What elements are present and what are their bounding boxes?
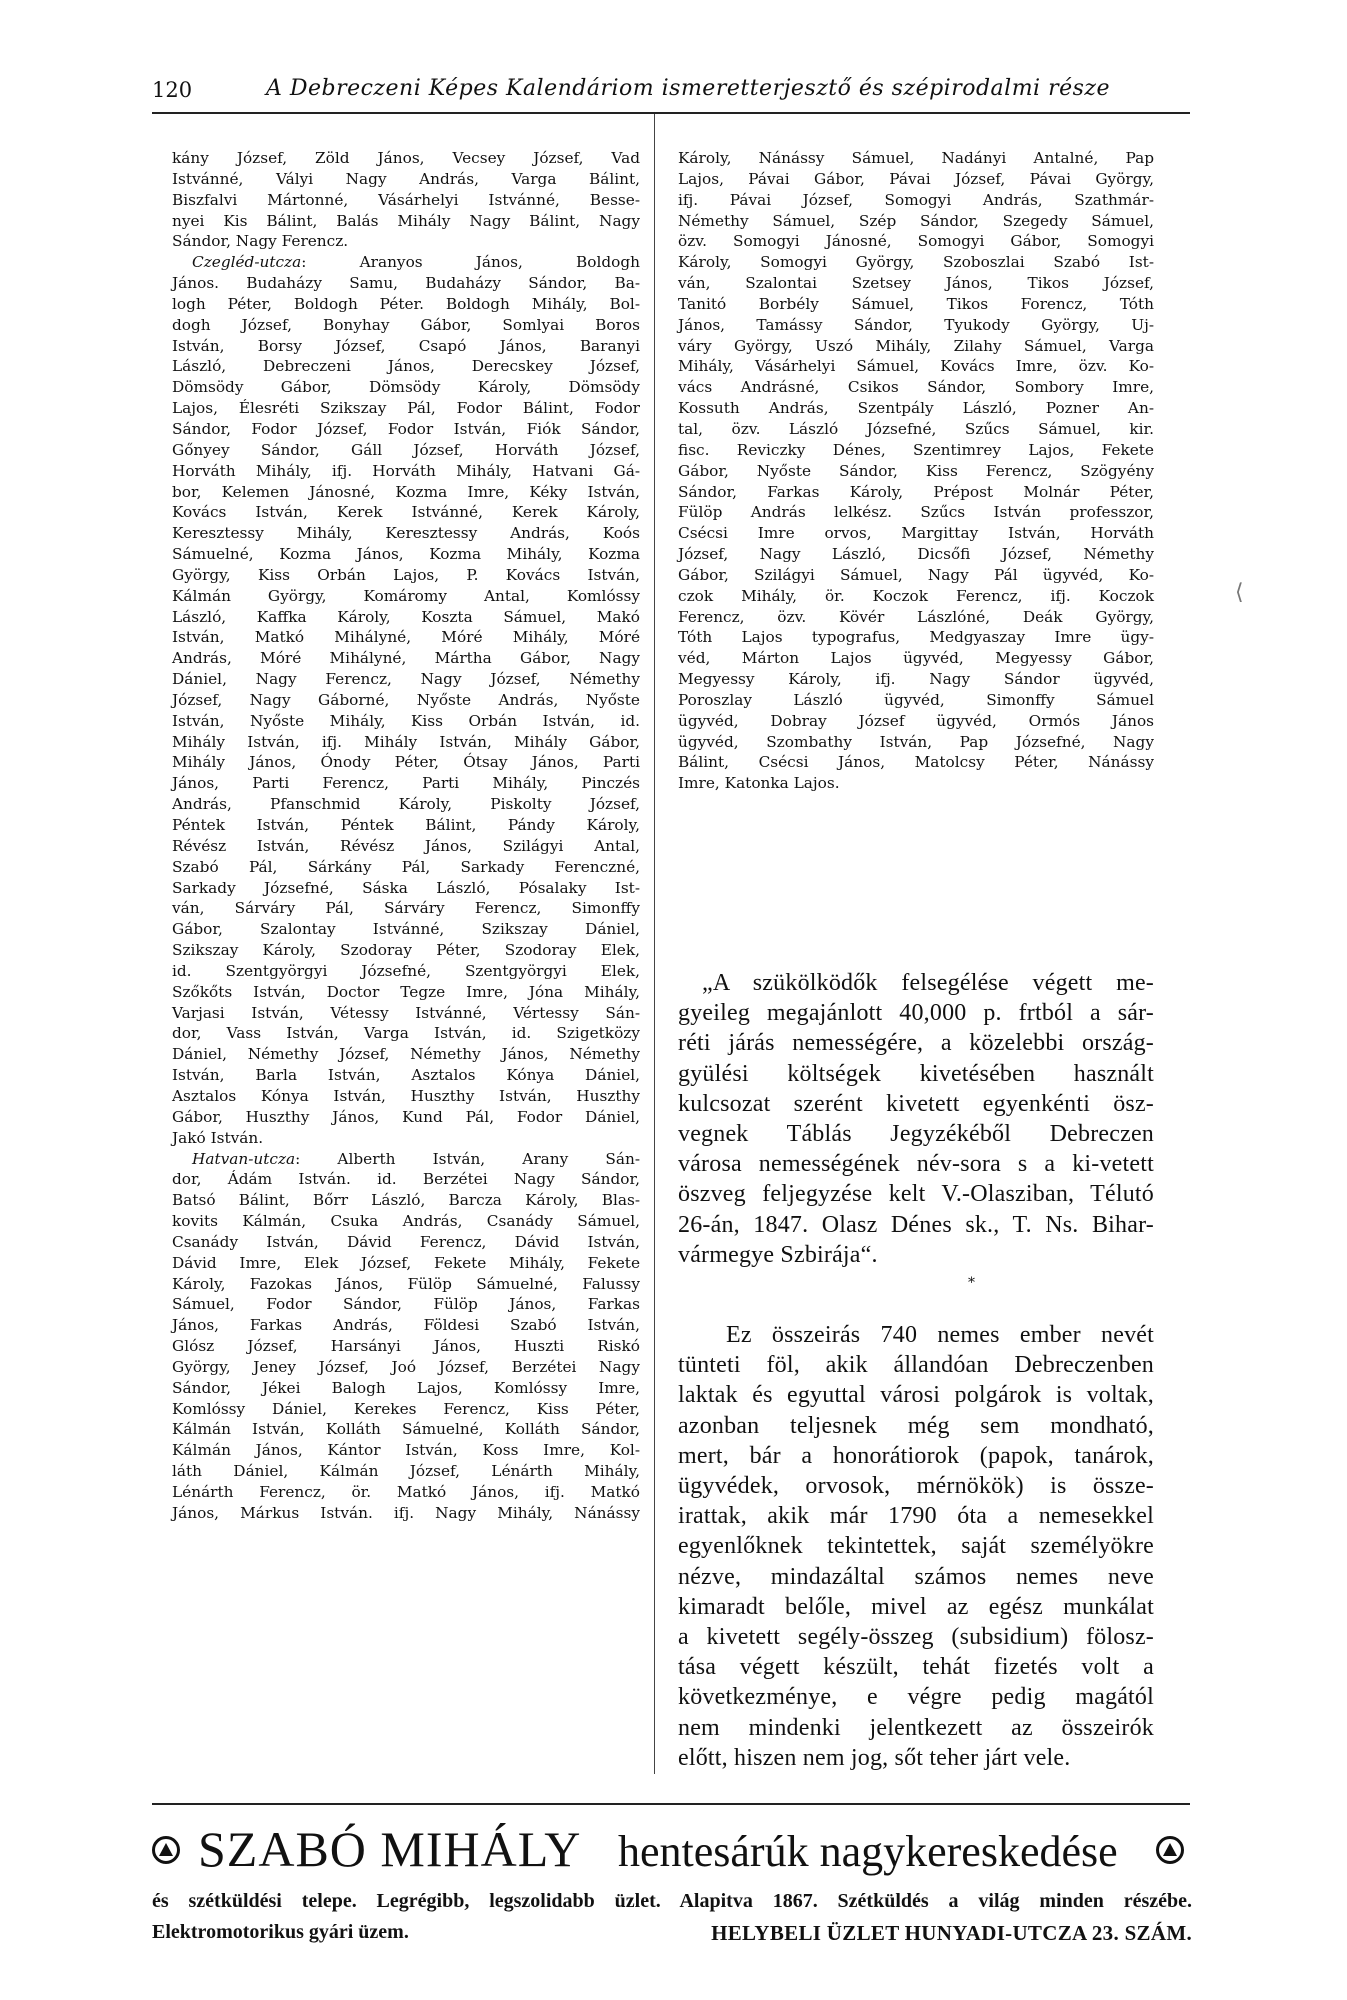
triangle-in-circle-icon <box>1156 1836 1184 1864</box>
ad-trade: hentesárúk nagykereskedése <box>618 1827 1118 1876</box>
text-line: Sámuel, Fodor Sándor, Fülöp János, Farkas <box>172 1295 640 1314</box>
text-line: Ferencz, özv. Kövér Lászlóné, Deák György, <box>678 607 1154 626</box>
text-line: Sándor, Jékei Balogh Lajos, Komlóssy Imre, <box>172 1378 640 1397</box>
quote-paragraph <box>678 968 1154 1270</box>
text-line: András, Móré Mihályné, Mártha Gábor, Nagy <box>172 649 640 668</box>
text-line: Sarkady Józsefné, Sáska László, Pósalaky Ist- <box>172 878 640 897</box>
text-line: János, Tamássy Sándor, Tyukody György, Uj- <box>678 315 1154 334</box>
text-line: Némethy Sámuel, Szép Sándor, Szegedy Sámuel, <box>678 211 1154 230</box>
text-line: Mihály István, ifj. Mihály István, Mihály Gábor, <box>172 732 640 751</box>
text-line: Mihály János, Ónody Péter, Ótsay János, Parti <box>172 753 640 772</box>
page-title: A Debreczeni Képes Kalendáriom ismeretterjesztő és szépirodalmi része <box>265 76 1111 101</box>
text-line: György, Kiss Orbán Lajos, P. Kovács István, <box>172 565 640 584</box>
text-line: özv. Somogyi Jánosné, Somogyi Gábor, Somogyi <box>678 232 1154 251</box>
text-line: nem mindenki jelentkezett az összeirók <box>678 1714 1154 1741</box>
footer-rule <box>152 1803 1190 1805</box>
text-line: vács Andrásné, Csikos Sándor, Sombory Imre, <box>678 378 1154 397</box>
ad-address: HELYBELI ÜZLET HUNYADI-UTCZA 23. SZÁM. <box>711 1921 1192 1945</box>
text-line: Gábor, Huszthy János, Kund Pál, Fodor Dániel, <box>172 1107 640 1126</box>
ad-address-line <box>152 1921 1192 1944</box>
text-line: kány József, Zöld János, Vecsey József, Vad <box>172 149 640 167</box>
text-line: gyeileg megajánlott 40,000 p. frtból a sár- <box>678 1000 1154 1027</box>
text-line: György, Jeney József, Joó József, Berzétei Nagy <box>172 1357 640 1376</box>
section-separator: * <box>968 1275 975 1291</box>
text-line: Sándor, Farkas Károly, Prépost Molnár Péter, <box>678 482 1154 501</box>
page-number: 120 <box>152 78 193 102</box>
text-line: János, Farkas András, Földesi Szabó István, <box>172 1316 640 1335</box>
text-line: „A szükölködők felsegélése végett me- <box>702 970 1154 996</box>
text-line: Révész István, Révész János, Szilágyi Antal, <box>172 836 640 855</box>
text-line: Bálint, Csécsi János, Matolcsy Péter, Nánássy <box>678 753 1154 772</box>
text-line: János, Parti Ferencz, Parti Mihály, Pinczés <box>172 774 640 793</box>
text-line: Kálmán István, Kolláth Sámuelné, Kolláth Sándor, <box>172 1420 640 1439</box>
text-line: Sámuelné, Kozma János, Kozma Mihály, Kozma <box>172 545 640 564</box>
text-line: Gábor, Szalontay Istvánné, Szikszay Dániel, <box>172 920 640 939</box>
street-heading: Hatvan-utcza <box>192 1149 296 1168</box>
text-line: gyülési költségek kivetésében használt <box>678 1060 1154 1087</box>
text-line: tal, özv. László Józsefné, Szűcs Sámuel, kir. <box>678 419 1154 438</box>
text-line: Biszfalvi Mártonné, Vásárhelyi Istvánné, Besse- <box>172 190 640 209</box>
text-line: láth Dániel, Kálmán József, Lénárth Mihály, <box>172 1462 640 1481</box>
text-line: Gőnyey Sándor, Gáll József, Horváth József, <box>172 440 640 459</box>
text-line: a kivetett segély-összeg (subsidium) fölosz- <box>678 1624 1154 1651</box>
text-line: Kovács István, Kerek Istvánné, Kerek Károly, <box>172 503 640 522</box>
text-line: Czegléd-utcza: Aranyos János, Boldogh <box>192 253 640 272</box>
text-line: Megyessy Károly, ifj. Nagy Sándor ügyvéd, <box>678 670 1154 689</box>
text-line: Kálmán György, Komáromy Antal, Komlóssy <box>172 586 640 605</box>
text-line: kimaradt belőle, mivel az egész munkálat <box>678 1593 1154 1620</box>
text-line: Varjasi István, Vétessy Istvánné, Vértessy Sán- <box>172 1003 640 1022</box>
text-line: István, Borsy József, Csapó János, Baranyi <box>172 336 640 355</box>
text-line: Hatvan-utcza: Alberth István, Arany Sán- <box>192 1149 640 1168</box>
text-line: Dániel, Nagy Ferencz, Nagy József, Némethy <box>172 670 640 689</box>
text-line: ügyvéd, Szombathy István, Pap Józsefné, Nagy <box>678 732 1154 751</box>
text-line: logh Péter, Boldogh Péter. Boldogh Mihály, Bol- <box>172 294 640 313</box>
text-line: Dávid Imre, Elek József, Fekete Mihály, Fekete <box>172 1253 640 1272</box>
text-line: következménye, e végre pedig magától <box>678 1684 1154 1711</box>
text-line: Szőkőts István, Doctor Tegze Imre, Jóna Mihály, <box>172 982 640 1001</box>
text-line: ügyvédek, orvosok, mérnökök) is össze- <box>678 1473 1154 1500</box>
text-line: Csanády István, Dávid Ferencz, Dávid István, <box>172 1232 640 1251</box>
text-line: Károly, Fazokas János, Fülöp Sámuelné, Falussy <box>172 1274 640 1293</box>
text-line: Horváth Mihály, ifj. Horváth Mihály, Hatvani Gá- <box>172 461 640 480</box>
text-line: Sándor, Fodor József, Fodor István, Fiók Sándor, <box>172 419 640 438</box>
text-line: nézve, mindazáltal számos nemes neve <box>678 1563 1154 1590</box>
text-line: Tanitó Borbély Sámuel, Tikos Forencz, Tóth <box>678 294 1154 313</box>
text-line: Komlóssy Dániel, Kerekes Ferencz, Kiss Péter, <box>172 1399 640 1418</box>
text-line: Lajos, Pávai Gábor, Pávai József, Pávai György, <box>678 169 1154 188</box>
text-line: egyenlőknek tekintettek, saját személyökre <box>678 1533 1154 1560</box>
header-rule <box>152 112 1190 114</box>
text-line: ifj. Pávai József, Somogyi András, Szathmár- <box>678 190 1154 209</box>
text-line: Károly, Nánássy Sámuel, Nadányi Antalné, Pap <box>678 149 1154 167</box>
text-line: vegnek Táblás Jegyzékéből Debreczen <box>678 1121 1154 1148</box>
text-line: István, Matkó Mihályné, Móré Mihály, Móré <box>172 628 640 647</box>
text-line: Fülöp András lelkész. Szűcs István professzor, <box>678 503 1154 522</box>
text-line: Kálmán János, Kántor István, Koss Imre, Kol- <box>172 1441 640 1460</box>
text-line: Keresztessy Mihály, Keresztessy András, Koós <box>172 524 640 543</box>
text-line: bor, Kelemen Jánosné, Kozma Imre, Kéky István, <box>172 482 640 501</box>
text-line: Lajos, Élesréti Szikszay Pál, Fodor Bálint, Fodor <box>172 399 640 418</box>
text-line: dogh József, Bonyhay Gábor, Somlyai Boros <box>172 315 640 334</box>
text-line: Dániel, Némethy József, Némethy János, Némethy <box>172 1045 640 1064</box>
text-line: 26-án, 1847. Olasz Dénes sk., T. Ns. Bihar- <box>678 1211 1154 1238</box>
commentary-paragraph <box>678 1320 1154 1773</box>
text-line: Károly, Somogyi György, Szoboszlai Szabó Ist- <box>678 253 1154 272</box>
ad-tagline: és szétküldési telepe. Legrégibb, legszolidabb üzlet. Alapitva 1867. Szétküldés a világ minden részébe. <box>152 1890 1192 1912</box>
text-line: fisc. Reviczky Dénes, Szentimrey Lajos, Fekete <box>678 440 1154 459</box>
text-line: véd, Márton Lajos ügyvéd, Megyessy Gábor, <box>678 649 1154 668</box>
text-line: Poroszlay László ügyvéd, Simonffy Sámuel <box>678 690 1154 709</box>
text-line: János. Budaházy Samu, Budaházy Sándor, Ba- <box>172 274 640 293</box>
text-line: kovits Kálmán, Csuka András, Csanády Sámuel, <box>172 1212 640 1231</box>
text-line: azonban teljesnek még sem mondható, <box>678 1412 1154 1439</box>
text-line: Szabó Pál, Sárkány Pál, Sarkady Ferenczné, <box>172 857 640 876</box>
text-line: István, Barla István, Asztalos Kónya Dániel, <box>172 1066 640 1085</box>
right-column-name-list <box>678 148 1154 794</box>
text-line: András, Pfanschmid Károly, Piskolty József, <box>172 795 640 814</box>
text-line: Csécsi Imre orvos, Margittay István, Horváth <box>678 524 1154 543</box>
text-line: Batsó Bálint, Bőrr László, Barcza Károly, Blas- <box>172 1191 640 1210</box>
text-line: kulcsozat szerént kivetett egyenkénti ösz- <box>678 1090 1154 1117</box>
text-line: Péntek István, Péntek Bálint, Pándy Károly, <box>172 816 640 834</box>
text-line: váry György, Uszó Mihály, Zilahy Sámuel, Varga <box>678 336 1154 355</box>
text-line: előtt, hiszen nem jog, sőt teher járt vele. <box>678 1744 1071 1771</box>
text-line: vármegye Szbirája“. <box>678 1241 878 1268</box>
text-line: laktak és egyuttal városi polgárok is voltak, <box>678 1382 1154 1409</box>
text-line: József, Nagy Gáborné, Nyőste András, Nyőste <box>172 690 640 709</box>
text-line: József, Nagy László, Dicsőfi József, Némethy <box>678 545 1154 564</box>
text-line: Gábor, Szilágyi Sámuel, Nagy Pál ügyvéd, Ko- <box>678 565 1154 584</box>
triangle-in-circle-icon <box>152 1836 180 1864</box>
text-line: öszveg feljegyzése kelt V.-Olasziban, Télutó <box>678 1181 1154 1208</box>
text-line: tünteti föl, akik állandóan Debreczenben <box>678 1352 1154 1379</box>
text-line: ván, Sárváry Pál, Sárváry Ferencz, Simonffy <box>172 899 640 918</box>
text-line: dor, Ádám István. id. Berzétei Nagy Sándor, <box>172 1170 640 1189</box>
text-line: tása végett készült, tehát fizetés volt a <box>678 1654 1154 1681</box>
text-line: Szikszay Károly, Szodoray Péter, Szodoray Elek, <box>172 941 640 960</box>
text-line: Glósz József, Harsányi János, Huszti Riskó <box>172 1337 640 1356</box>
ad-headline <box>152 1820 1192 1876</box>
text-line: János, Márkus István. ifj. Nagy Mihály, Nánássy <box>172 1503 640 1522</box>
text-line: Mihály, Vásárhelyi Sámuel, Kovács Imre, özv. Ko- <box>678 357 1154 376</box>
ad-company-name: SZABÓ MIHÁLY <box>198 1821 582 1877</box>
text-line: irattak, akik már 1790 óta a nemesekkel <box>678 1503 1154 1530</box>
text-line: réti járás nemességére, a közelebbi ország- <box>678 1030 1154 1057</box>
running-header <box>152 74 1188 110</box>
text-line: Imre, Katonka Lajos. <box>678 774 840 793</box>
text-line: ván, Szalontai Szetsey János, Tikos József, <box>678 274 1154 293</box>
text-line: városa nemességének név-sora s a ki-vetett <box>678 1151 1154 1178</box>
margin-pencil-mark: ⟨ <box>1235 580 1244 605</box>
text-line: László, Kaffka Károly, Koszta Sámuel, Makó <box>172 607 640 626</box>
text-line: czok Mihály, ör. Koczok Ferencz, ifj. Koczok <box>678 586 1154 605</box>
text-line: Tóth Lajos typografus, Medgyaszay Imre ügy- <box>678 628 1154 647</box>
text-line: Jakó István. <box>172 1128 264 1147</box>
text-line: Asztalos Kónya István, Huszthy István, Huszthy <box>172 1086 640 1105</box>
street-heading: Czegléd-utcza <box>192 253 302 272</box>
text-line: Gábor, Nyőste Sándor, Kiss Ferencz, Szögyény <box>678 461 1154 480</box>
ad-factory-note: Elektromotorikus gyári üzem. <box>152 1921 409 1943</box>
text-line: Ez összeirás 740 nemes ember nevét <box>726 1322 1154 1348</box>
text-line: nyei Kis Bálint, Balás Mihály Nagy Bálint, Nagy <box>172 211 640 230</box>
column-divider <box>654 114 655 1774</box>
text-line: Sándor, Nagy Ferencz. <box>172 232 349 251</box>
text-line: id. Szentgyörgyi Józsefné, Szentgyörgyi Elek, <box>172 961 640 980</box>
text-line: László, Debreczeni János, Derecskey József, <box>172 357 640 376</box>
text-line: István, Nyőste Mihály, Kiss Orbán István, id. <box>172 711 640 730</box>
text-line: mert, bár a honorátiorok (papok, tanárok, <box>678 1442 1154 1469</box>
text-line: Kossuth András, Szentpály László, Pozner An- <box>678 399 1154 418</box>
text-line: dor, Vass István, Varga István, id. Szigetközy <box>172 1024 640 1043</box>
left-column-name-list <box>172 148 640 1524</box>
text-line: Istvánné, Vályi Nagy András, Varga Bálint, <box>172 169 640 188</box>
text-line: ügyvéd, Dobray József ügyvéd, Ormós János <box>678 711 1154 730</box>
text-line: Lénárth Ferencz, ör. Matkó János, ifj. Matkó <box>172 1483 640 1501</box>
text-line: Dömsödy Gábor, Dömsödy Károly, Dömsödy <box>172 378 640 397</box>
